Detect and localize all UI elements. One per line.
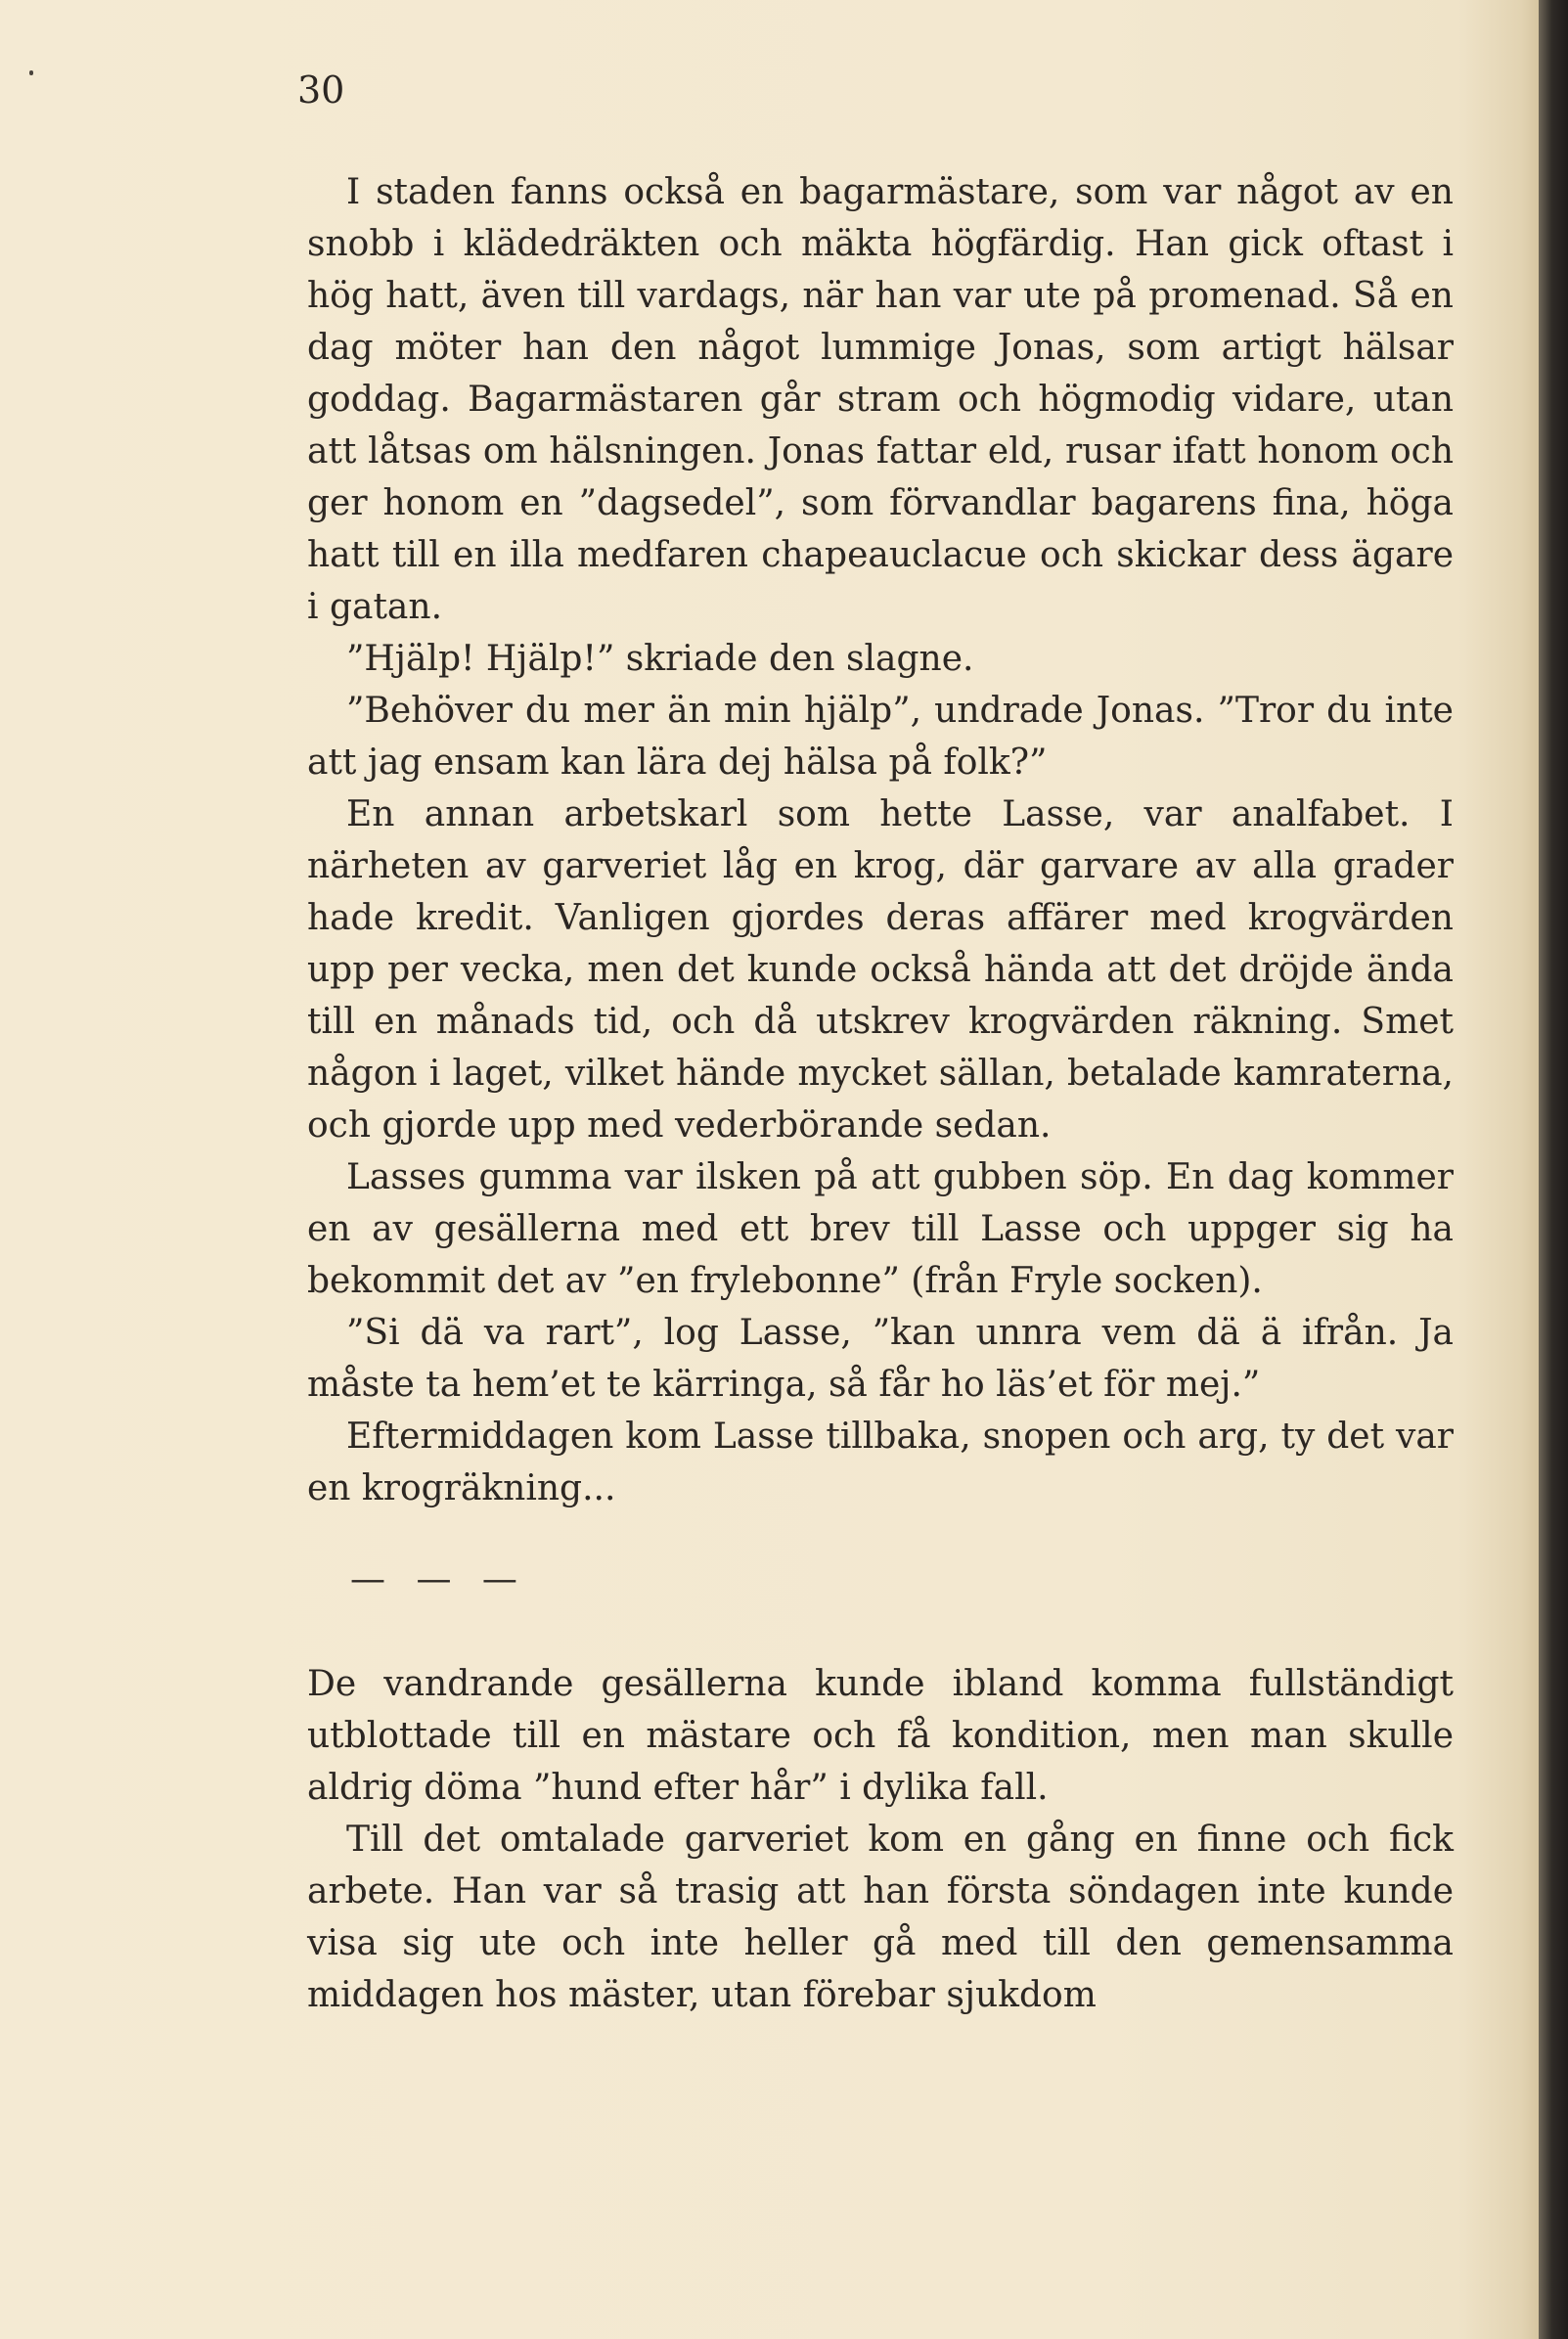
book-spine-shadow bbox=[1539, 0, 1568, 2339]
paragraph-lasse-intro: En annan arbetskarl som hette Lasse, var analfabet. I närheten av garveriet låg en krog, där garvare av alla grader hade kredit. Vanligen gjordes deras affärer med krogvärden upp per vecka, men det kunde också hända att det dröjde ända till en månads tid, och då utskrev krogvärden räkning. Smet någon i laget, vilket hände mycket sällan, betalade kamraterna, och gjorde upp med vederbörande sedan. bbox=[307, 794, 1454, 1146]
paragraph-baker-story: I staden fanns också en bagarmästare, som var något av en snobb i klädedräkten och mäkta högfärdig. Han gick oftast i hög hatt, även till vardags, när han var ute på promenad. Så en dag möter han den något lummige Jonas, som artigt hälsar goddag. Bagarmästaren går stram och högmodig vidare, utan att låtsas om hälsningen. Jonas fattar eld, rusar ifatt honom och ger honom en ”dagsedel”, som förvandlar bagarens fina, höga hatt till en illa medfaren chapeauclacue och skickar dess ägare i gatan. bbox=[307, 172, 1454, 627]
section-break: — — — bbox=[350, 1559, 527, 1599]
page-number: 30 bbox=[297, 68, 345, 112]
paragraph-letter: Lasses gumma var ilsken på att gubben söp. En dag kommer en av gesällerna med ett brev till Lasse och uppger sig ha bekommit det av ”en frylebonne” (från Fryle socken). bbox=[307, 1157, 1454, 1301]
paragraph-krog-bill: Eftermiddagen kom Lasse tillbaka, snopen och arg, ty det var en krogräkning... bbox=[307, 1417, 1454, 1508]
paragraph-lasse-quote: ”Si dä va rart”, log Lasse, ”kan unnra vem dä ä ifrån. Ja måste ta hem’et te kärringa, så får ho läs’et för mej.” bbox=[307, 1313, 1454, 1405]
paragraph-journeymen: De vandrande gesällerna kunde ibland komma fullständigt utblottade till en mästare och få kondition, men man skulle aldrig döma ”hund efter hår” i dylika fall. bbox=[307, 1664, 1454, 1808]
paragraph-help-cry: ”Hjälp! Hjälp!” skriade den slagne. bbox=[346, 639, 974, 679]
paper-speck bbox=[29, 70, 33, 75]
paragraph-jonas-reply: ”Behöver du mer än min hjälp”, undrade Jonas. ”Tror du inte att jag ensam kan lära dej hälsa på folk?” bbox=[307, 691, 1454, 783]
body-text bbox=[307, 166, 1454, 2021]
paragraph-finn: Till det omtalade garveriet kom en gång en finne och fick arbete. Han var så trasig att han första söndagen inte kunde visa sig ute och inte heller gå med till den gemensamma middagen hos mäster, utan förebar sjukdom bbox=[307, 1820, 1454, 2015]
